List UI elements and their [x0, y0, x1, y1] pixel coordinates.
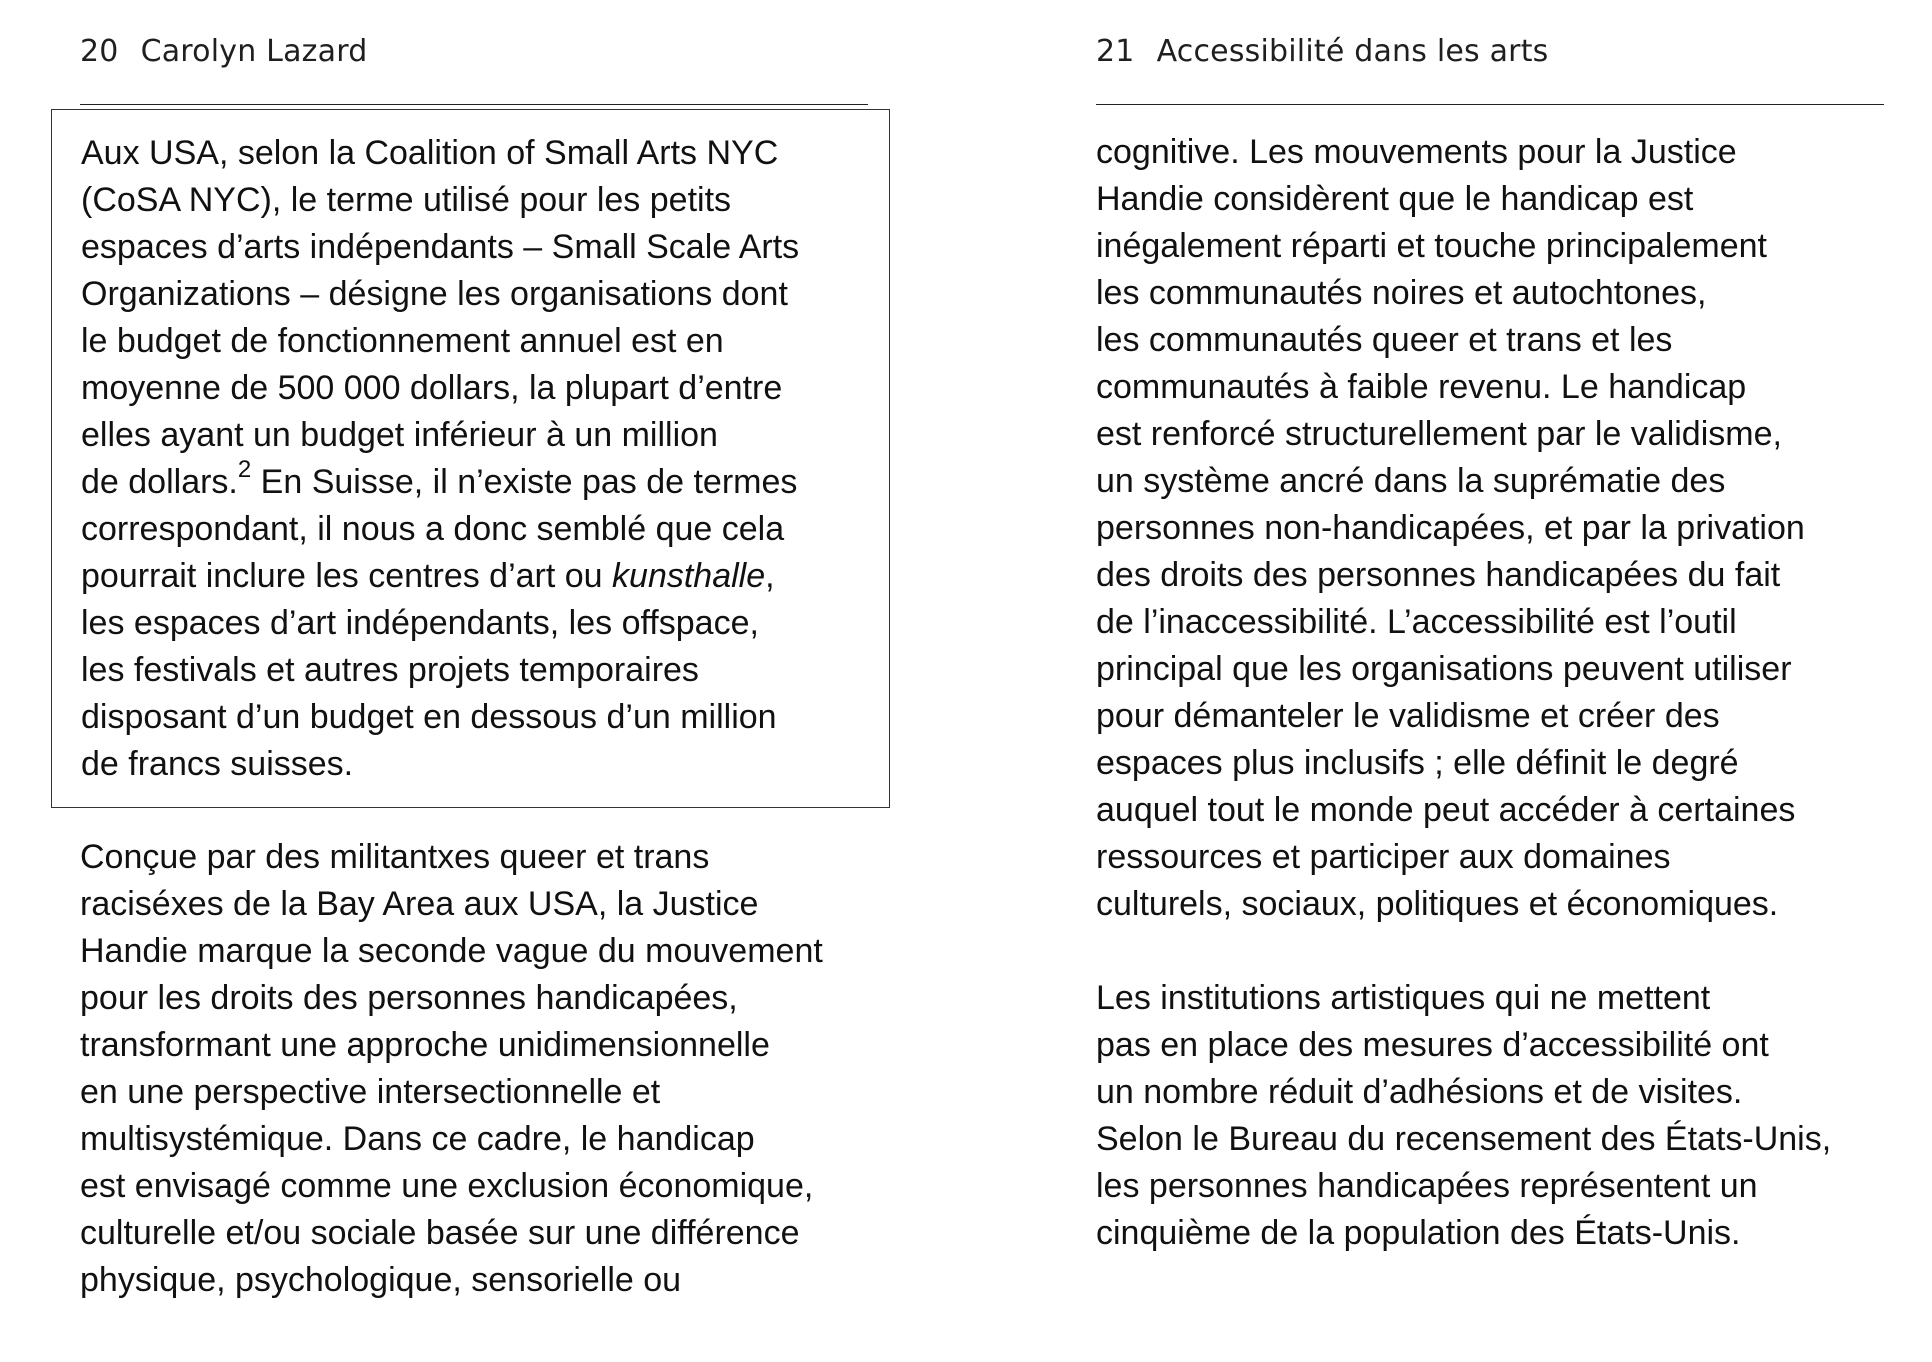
box-line: elles ayant un budget inférieur à un million — [81, 416, 718, 454]
text-line: pas en place des mesures d’accessibilité ont — [1096, 1026, 1769, 1064]
box-line: Aux USA, selon la Coalition of Small Arts NYC — [81, 134, 779, 172]
box-line: les espaces d’art indépendants, les offspace, — [81, 604, 759, 642]
text-line: personnes non-handicapées, et par la privation — [1096, 509, 1805, 547]
right-header-rule — [1096, 104, 1884, 105]
text-line: communautés à faible revenu. Le handicap — [1096, 368, 1747, 406]
text-line: espaces plus inclusifs ; elle définit le degré — [1096, 744, 1739, 782]
text-line: un système ancré dans la suprématie des — [1096, 462, 1726, 500]
sidebar-box — [51, 109, 890, 808]
box-line: Organizations – désigne les organisations dont — [81, 275, 788, 313]
text-line: physique, psychologique, sensorielle ou — [80, 1261, 682, 1299]
box-line — [81, 455, 799, 506]
box-line: (CoSA NYC), le terme utilisé pour les petits — [81, 181, 732, 219]
text-line: raciséxes de la Bay Area aux USA, la Justice — [80, 885, 759, 923]
right-body-paragraph-1 — [1096, 129, 1805, 928]
right-page-number: 21 — [1096, 34, 1135, 69]
box-line: de francs suisses. — [81, 745, 354, 783]
sidebar-box-text — [81, 130, 799, 788]
text-line: les communautés noires et autochtones, — [1096, 274, 1707, 312]
text-line: Selon le Bureau du recensement des États-Unis, — [1096, 1120, 1832, 1158]
left-page-number: 20 — [80, 34, 119, 69]
text-line: Handie considèrent que le handicap est — [1096, 180, 1694, 218]
left-header-rule — [80, 104, 868, 105]
text-line: cinquième de la population des États-Unis. — [1096, 1214, 1741, 1252]
text-line: les communautés queer et trans et les — [1096, 321, 1673, 359]
text-line: principal que les organisations peuvent utiliser — [1096, 650, 1792, 688]
box-line: disposant d’un budget en dessous d’un million — [81, 698, 777, 736]
left-body-paragraph — [80, 834, 823, 1304]
right-page — [1096, 0, 1884, 1362]
box-line-text: En Suisse, il n’existe pas de termes — [251, 463, 798, 501]
text-line: est renforcé structurellement par le validisme, — [1096, 415, 1782, 453]
box-line-text: , — [765, 557, 775, 595]
box-line: les festivals et autres projets temporaires — [81, 651, 699, 689]
text-line: des droits des personnes handicapées du fait — [1096, 556, 1781, 594]
box-line: correspondant, il nous a donc semblé que cela — [81, 510, 785, 548]
right-body-paragraph-2 — [1096, 975, 1831, 1257]
text-line: transformant une approche unidimensionnelle — [80, 1026, 770, 1064]
left-running-title: Carolyn Lazard — [140, 34, 368, 69]
text-line: multisystémique. Dans ce cadre, le handicap — [80, 1120, 755, 1158]
text-line: cognitive. Les mouvements pour la Justice — [1096, 133, 1737, 171]
text-line: Les institutions artistiques qui ne mettent — [1096, 979, 1711, 1017]
box-line-text: de dollars. — [81, 463, 238, 501]
text-line: Handie marque la seconde vague du mouvement — [80, 932, 823, 970]
text-line: culturelle et/ou sociale basée sur une différence — [80, 1214, 800, 1252]
text-line: les personnes handicapées représentent un — [1096, 1167, 1758, 1205]
text-line: de l’inaccessibilité. L’accessibilité est l’outil — [1096, 603, 1737, 641]
box-line: espaces d’arts indépendants – Small Scale Arts — [81, 228, 800, 266]
italic-term: kunsthalle — [612, 557, 766, 595]
text-line: pour démanteler le validisme et créer des — [1096, 697, 1720, 735]
text-line: ressources et participer aux domaines — [1096, 838, 1671, 876]
text-line: inégalement réparti et touche principalement — [1096, 227, 1767, 265]
right-running-head — [1096, 34, 1549, 69]
left-page — [80, 0, 868, 1362]
text-line: auquel tout le monde peut accéder à certaines — [1096, 791, 1796, 829]
text-line: Conçue par des militantxes queer et trans — [80, 838, 710, 876]
footnote-reference[interactable]: 2 — [237, 455, 252, 483]
right-running-title: Accessibilité dans les arts — [1156, 34, 1549, 69]
text-line: en une perspective intersectionnelle et — [80, 1073, 661, 1111]
text-line: culturels, sociaux, politiques et économiques. — [1096, 885, 1779, 923]
left-running-head — [80, 34, 367, 69]
box-line: moyenne de 500 000 dollars, la plupart d’entre — [81, 369, 783, 407]
text-line: un nombre réduit d’adhésions et de visites. — [1096, 1073, 1743, 1111]
text-line: est envisagé comme une exclusion économique, — [80, 1167, 814, 1205]
box-line — [81, 553, 799, 600]
box-line: le budget de fonctionnement annuel est en — [81, 322, 724, 360]
text-line: pour les droits des personnes handicapées, — [80, 979, 738, 1017]
box-line-text: pourrait inclure les centres d’art ou — [81, 557, 613, 595]
